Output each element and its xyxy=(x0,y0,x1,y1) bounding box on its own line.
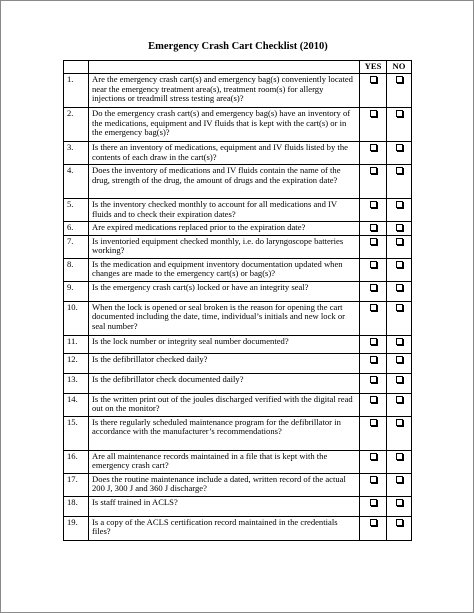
no-checkbox-icon[interactable] xyxy=(396,356,403,363)
header-row xyxy=(64,61,412,74)
no-checkbox-icon[interactable] xyxy=(396,419,403,426)
question-text: Is the lock number or integrity seal number documented? xyxy=(89,335,360,353)
table-row xyxy=(64,301,412,335)
table-row xyxy=(64,450,412,473)
no-checkbox-icon[interactable] xyxy=(396,396,403,403)
no-checkbox-icon[interactable] xyxy=(396,167,403,174)
yes-cell xyxy=(360,222,387,236)
yes-checkbox-icon[interactable] xyxy=(370,284,377,291)
yes-checkbox-icon[interactable] xyxy=(370,338,377,345)
header-yes: YES xyxy=(360,61,387,74)
yes-cell xyxy=(360,473,387,496)
question-number: 11. xyxy=(64,335,89,353)
no-cell xyxy=(387,235,412,258)
question-number: 16. xyxy=(64,450,89,473)
question-text: Is the medication and equipment inventory documentation updated when changes are made to the emergency cart(s) or bag(s)? xyxy=(89,258,360,281)
question-number: 18. xyxy=(64,496,89,516)
question-number: 13. xyxy=(64,373,89,393)
no-cell xyxy=(387,450,412,473)
question-number: 7. xyxy=(64,235,89,258)
yes-checkbox-icon[interactable] xyxy=(370,304,377,311)
header-number-cell xyxy=(64,61,89,74)
question-number: 19. xyxy=(64,516,89,540)
question-text: Is the emergency crash cart(s) locked or have an integrity seal? xyxy=(89,281,360,301)
question-text: Is inventoried equipment checked monthly, i.e. do laryngoscope batteries working? xyxy=(89,235,360,258)
yes-checkbox-icon[interactable] xyxy=(370,167,377,174)
question-text: Are expired medications replaced prior to the expiration date? xyxy=(89,222,360,236)
no-checkbox-icon[interactable] xyxy=(396,201,403,208)
no-cell xyxy=(387,373,412,393)
table-row xyxy=(64,74,412,108)
yes-checkbox-icon[interactable] xyxy=(370,499,377,506)
question-number: 1. xyxy=(64,74,89,108)
yes-cell xyxy=(360,281,387,301)
yes-checkbox-icon[interactable] xyxy=(370,356,377,363)
yes-cell xyxy=(360,516,387,540)
no-cell xyxy=(387,199,412,222)
yes-checkbox-icon[interactable] xyxy=(370,419,377,426)
no-cell xyxy=(387,393,412,416)
no-checkbox-icon[interactable] xyxy=(396,376,403,383)
no-cell xyxy=(387,301,412,335)
yes-cell xyxy=(360,393,387,416)
yes-checkbox-icon[interactable] xyxy=(370,144,377,151)
question-text: When the lock is opened or seal broken is the reason for opening the cart documented including the date, time, individual’s initials and new lock or seal number? xyxy=(89,301,360,335)
yes-cell xyxy=(360,496,387,516)
question-text: Does the inventory of medications and IV fluids contain the name of the drug, strength of the drug, the amount of drugs and the expiration date? xyxy=(89,165,360,199)
yes-checkbox-icon[interactable] xyxy=(370,519,377,526)
table-row xyxy=(64,516,412,540)
yes-cell xyxy=(360,74,387,108)
yes-cell xyxy=(360,450,387,473)
no-cell xyxy=(387,516,412,540)
no-checkbox-icon[interactable] xyxy=(396,519,403,526)
table-row xyxy=(64,416,412,450)
question-number: 3. xyxy=(64,142,89,165)
question-number: 4. xyxy=(64,165,89,199)
yes-checkbox-icon[interactable] xyxy=(370,453,377,460)
header-question-cell xyxy=(89,61,360,74)
table-row xyxy=(64,108,412,142)
no-checkbox-icon[interactable] xyxy=(396,261,403,268)
question-number: 15. xyxy=(64,416,89,450)
table-row xyxy=(64,165,412,199)
no-checkbox-icon[interactable] xyxy=(396,224,403,231)
no-cell xyxy=(387,142,412,165)
no-cell xyxy=(387,473,412,496)
question-text: Is the written print out of the joules discharged verified with the digital read out on the monitor? xyxy=(89,393,360,416)
no-checkbox-icon[interactable] xyxy=(396,284,403,291)
no-cell xyxy=(387,281,412,301)
question-text: Is the defibrillator check documented daily? xyxy=(89,373,360,393)
no-cell xyxy=(387,222,412,236)
document-title: Emergency Crash Cart Checklist (2010) xyxy=(148,41,328,52)
question-number: 9. xyxy=(64,281,89,301)
yes-checkbox-icon[interactable] xyxy=(370,110,377,117)
yes-checkbox-icon[interactable] xyxy=(370,261,377,268)
yes-cell xyxy=(360,335,387,353)
table-row xyxy=(64,142,412,165)
question-text: Do the emergency crash cart(s) and emergency bag(s) have an inventory of the medications, equipment and IV fluids that is kept with the cart(s) or in the emergency bag(s)? xyxy=(89,108,360,142)
no-cell xyxy=(387,496,412,516)
table-row xyxy=(64,222,412,236)
question-text: Is staff trained in ACLS? xyxy=(89,496,360,516)
question-number: 6. xyxy=(64,222,89,236)
no-cell xyxy=(387,258,412,281)
table-row xyxy=(64,335,412,353)
yes-checkbox-icon[interactable] xyxy=(370,476,377,483)
yes-cell xyxy=(360,353,387,373)
table-row xyxy=(64,393,412,416)
table-row xyxy=(64,235,412,258)
table-row xyxy=(64,258,412,281)
no-checkbox-icon[interactable] xyxy=(396,338,403,345)
no-checkbox-icon[interactable] xyxy=(396,476,403,483)
checklist-rows xyxy=(64,74,412,541)
no-cell xyxy=(387,108,412,142)
question-text: Are all maintenance records maintained in a file that is kept with the emergency crash cart? xyxy=(89,450,360,473)
yes-checkbox-icon[interactable] xyxy=(370,376,377,383)
yes-cell xyxy=(360,235,387,258)
table-row xyxy=(64,496,412,516)
question-text: Does the routine maintenance include a dated, written record of the actual 200 J, 300 J and 360 J discharge? xyxy=(89,473,360,496)
checklist-table xyxy=(63,60,412,541)
question-text: Is a copy of the ACLS certification record maintained in the credentials files? xyxy=(89,516,360,540)
no-cell xyxy=(387,165,412,199)
yes-cell xyxy=(360,108,387,142)
no-checkbox-icon[interactable] xyxy=(396,76,403,83)
no-cell xyxy=(387,74,412,108)
question-number: 14. xyxy=(64,393,89,416)
yes-cell xyxy=(360,199,387,222)
no-checkbox-icon[interactable] xyxy=(396,238,403,245)
header-no: NO xyxy=(387,61,412,74)
yes-checkbox-icon[interactable] xyxy=(370,76,377,83)
no-checkbox-icon[interactable] xyxy=(396,110,403,117)
yes-cell xyxy=(360,165,387,199)
table-row xyxy=(64,281,412,301)
question-number: 2. xyxy=(64,108,89,142)
yes-checkbox-icon[interactable] xyxy=(370,238,377,245)
question-number: 5. xyxy=(64,199,89,222)
question-number: 8. xyxy=(64,258,89,281)
no-checkbox-icon[interactable] xyxy=(396,304,403,311)
no-cell xyxy=(387,335,412,353)
table-row xyxy=(64,473,412,496)
question-text: Is the inventory checked monthly to account for all medications and IV fluids and to check their expiration dates? xyxy=(89,199,360,222)
yes-cell xyxy=(360,416,387,450)
table-row xyxy=(64,373,412,393)
question-text: Is there an inventory of medications, equipment and IV fluids listed by the contents of each draw in the cart(s)? xyxy=(89,142,360,165)
question-number: 12. xyxy=(64,353,89,373)
table-row xyxy=(64,199,412,222)
no-cell xyxy=(387,353,412,373)
yes-checkbox-icon[interactable] xyxy=(370,201,377,208)
yes-cell xyxy=(360,373,387,393)
question-text: Is the defibrillator checked daily? xyxy=(89,353,360,373)
question-text: Are the emergency crash cart(s) and emergency bag(s) conveniently located near the emergency treatment area(s), treatment room(s) for allergy injections or treadmill stress testing area(s)? xyxy=(89,74,360,108)
table-row xyxy=(64,353,412,373)
yes-checkbox-icon[interactable] xyxy=(370,224,377,231)
yes-cell xyxy=(360,142,387,165)
question-number: 10. xyxy=(64,301,89,335)
no-checkbox-icon[interactable] xyxy=(396,453,403,460)
yes-checkbox-icon[interactable] xyxy=(370,396,377,403)
no-checkbox-icon[interactable] xyxy=(396,144,403,151)
question-text: Is there regularly scheduled maintenance program for the defibrillator in accordance with the manufacturer’s recommendations? xyxy=(89,416,360,450)
no-checkbox-icon[interactable] xyxy=(396,499,403,506)
yes-cell xyxy=(360,301,387,335)
no-cell xyxy=(387,416,412,450)
question-number: 17. xyxy=(64,473,89,496)
yes-cell xyxy=(360,258,387,281)
